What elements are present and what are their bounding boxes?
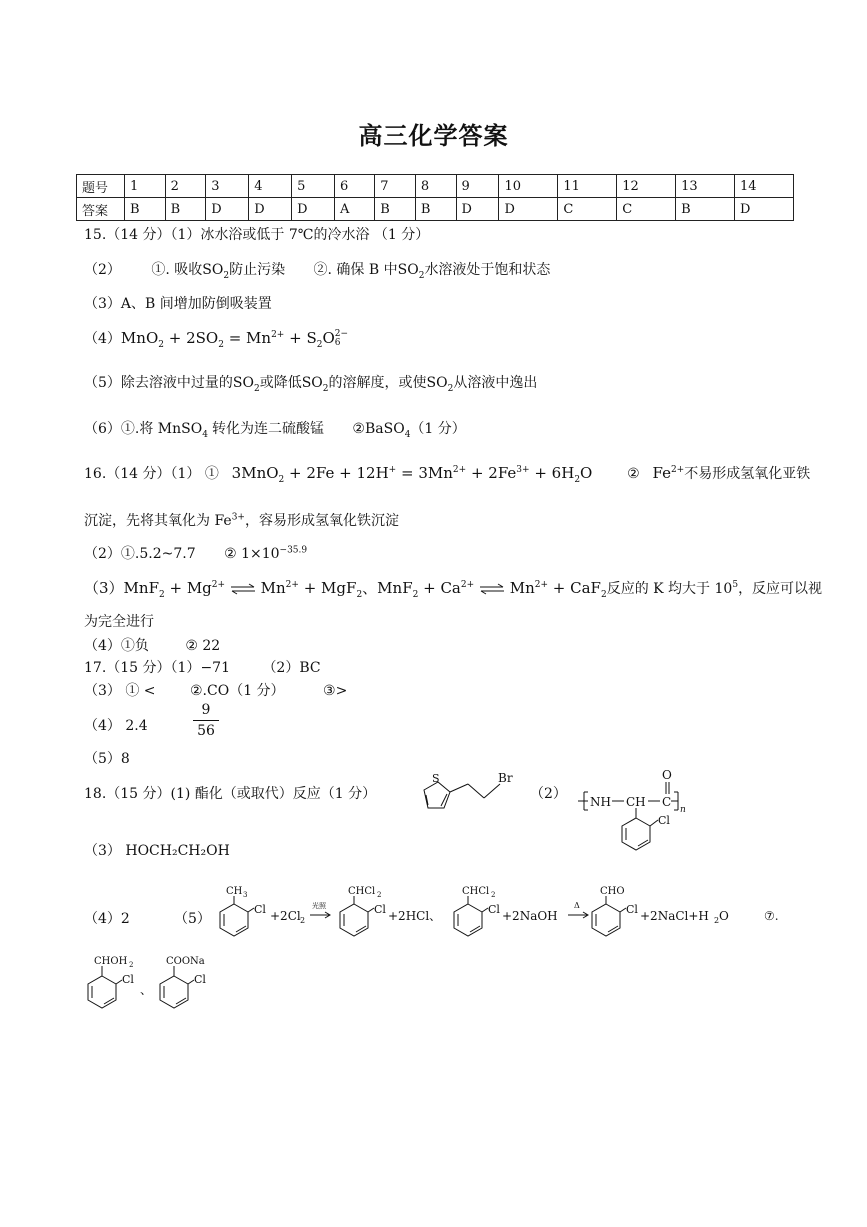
subscript-n: n [680,805,686,815]
text: （2）①.5.2~7.7 [84,546,196,562]
plus-nacl-label: +2NaCl+H [640,909,709,923]
text: + CaF [548,579,601,597]
table-cell: B [165,198,206,221]
text: ②BaSO [352,421,405,437]
page-title: 高三化学答案 [358,121,509,150]
text: （5）除去溶液中过量的SO [84,375,254,391]
q18-line-3b: （5） [174,911,211,927]
text: + S [284,329,317,347]
heat-condition-label: Δ [574,901,580,910]
text: ②. 确保 B 中SO [313,262,419,278]
table-cell: D [249,198,292,221]
chlorine-label: Cl [254,903,266,916]
text: （1 分） [410,421,466,437]
text: ，容易形成氢氧化铁沉淀 [244,513,399,529]
text: （6）①.将 MnSO [84,421,203,437]
text: 从溶液中逸出 [453,375,538,391]
ch3-subscript: 3 [243,891,248,899]
table-cell: D [292,198,335,221]
q15-line-5: （5）除去溶液中过量的$SO_2$或降低$SO_2$的溶解度，或使$SO_2$从溶液中逸出 [84,375,538,394]
text: + MgF [298,579,357,597]
text: −71 [200,660,230,676]
text: Fe [652,464,671,482]
table-cell: 11 [558,175,617,198]
text: + 2Fe [466,464,517,482]
chlorine-label: Cl [194,973,206,986]
text: O [322,329,335,347]
q16-line-4: $(3)MnF_2 + Mg^{2+}$ $Mn^{2+} + MgF_2$、$MnF_2 + Ca^{2+}$ $Mn^{2+} + CaF_2$反应的 K 均大于 $10^5$，反应可以视 [84,579,823,600]
equilibrium-arrow-icon [479,583,505,595]
q16-line-1: 16.（14 分）（1） ① $3MnO_2 + 2Fe + 12H^+ = 3Mn^{2+} + 2Fe^{3+} + 6H_2O$ ② $Fe^{2+}$不易形成氢氧化亚铁 [84,464,811,485]
table-cell: B [375,198,416,221]
sulfur-label: S [432,772,440,785]
text: = Mn [223,329,272,347]
fraction-denominator: 56 [197,723,215,739]
table-cell: 3 [206,175,249,198]
table-cell: D [735,198,794,221]
q16-line-2: 沉淀，先将其氧化为 $Fe^{3+}$，容易形成氢氧化铁沉淀 [84,512,399,529]
table-cell: 6 [335,175,375,198]
text: 的溶解度，或使SO [328,375,448,391]
q17-line-1 [84,657,321,677]
text: （2）BC [262,660,321,676]
text: 不易形成氢氧化亚铁 [684,466,811,482]
text: （3）MnF [84,579,159,597]
h2o-oxygen: O [719,909,729,923]
choh2-label: CHOH [94,956,128,967]
table-row [77,175,794,198]
table-cell: 2 [165,175,206,198]
oxygen-label: O [662,768,672,782]
table-cell: A [335,198,375,221]
text: 17.（15 分）（1） [84,660,201,676]
text: + Ca [418,579,461,597]
answer-7-structures [80,950,240,1014]
text: ③> [323,683,348,699]
text: 、MnF [362,579,413,597]
table-cell: B [676,198,735,221]
ch3-label: CH [226,886,243,897]
text: （2） [84,262,121,278]
fraction [193,702,219,739]
table-cell: B [125,198,166,221]
table-header-cell: 答案 [77,198,125,221]
q18-line-3a: （4）2 [84,911,130,927]
chcl2-subscript: 2 [491,891,496,899]
cho-label: CHO [600,886,625,897]
q17-line-3: （4） 2.4 [84,718,148,734]
table-cell: 9 [456,175,499,198]
text: 转化为连二硫酸锰 [211,421,324,437]
table-cell: 8 [415,175,456,198]
choh2-subscript: 2 [129,961,134,969]
plus-hcl-label: +2HCl、 [388,909,442,923]
cl2-subscript: 2 [300,916,306,925]
q15-line-2: （2） ①. 吸收$SO_2$防止污染 ②. 确保 B 中$SO_2$水溶液处于饱和状态 [84,262,551,281]
chcl2-label: CHCl [348,886,376,897]
light-condition-label: 光照 [312,902,326,910]
ch-label: CH [626,795,646,809]
part7-label: ⑦. [764,909,779,923]
table-cell: 10 [499,175,558,198]
text: 反应的 K 均大于 10 [606,581,733,597]
q15-line-4: $(4)MnO_2 + 2SO_2 = Mn^{2+} + S_2O$ 2− 6 [84,329,349,350]
text: Mn [509,579,535,597]
plus-cl2-label: +2Cl [270,909,301,923]
coona-label: COONa [166,956,205,967]
q18-line-2: （3） HOCH₂CH₂OH [84,843,230,859]
chlorine-label: Cl [488,903,500,916]
text: + 2SO [163,329,219,347]
table-cell: 13 [676,175,735,198]
separator: 、 [140,983,153,997]
table-cell: 5 [292,175,335,198]
text: ①. 吸收SO [151,262,224,278]
text: 16.（14 分）（1） ① [84,466,219,482]
text: −35.9 [279,545,308,556]
chlorine-label: Cl [374,903,386,916]
text: ② [627,466,640,482]
text: ② 1×10 [224,546,280,562]
text: 或降低SO [259,375,323,391]
text: = 3Mn [396,464,453,482]
text: 3MnO [231,464,279,482]
c-label: C [662,795,672,809]
text: 防止污染 [229,262,286,278]
table-cell: 7 [375,175,416,198]
fraction-numerator: 9 [201,702,211,718]
q16-line-3 [84,543,307,563]
table-header-cell: 题号 [77,175,125,198]
table-cell: B [415,198,456,221]
text: （4）①负 [84,638,149,654]
text: （3） ① < [84,683,156,699]
thiophene-bromide-structure [410,768,520,818]
text: ，反应可以视 [738,581,823,597]
q18-part2-label: （2） [530,786,567,802]
text: ②.CO（1 分） [190,683,285,699]
answer-table [76,174,794,221]
h2o-subscript: 2 [714,916,720,925]
chcl2-label: CHCl [462,886,490,897]
q17-line-4: （5）8 [84,751,130,767]
q15-line-6: （6）①.将 MnSO$_4$ 转化为连二硫酸锰 ②BaSO$_4$（1 分） [84,421,466,440]
text: MnO [120,329,159,347]
q15-line-1: 15.（14 分）（1）冰水浴或低于 7℃的冷水浴 （1 分） [84,227,430,243]
q16-line-5: 为完全进行 [84,614,154,630]
q15-line-3: （3）A、B 间增加防倒吸装置 [84,296,272,312]
table-cell: C [617,198,676,221]
table-cell: 1 [125,175,166,198]
chlorine-label: Cl [122,973,134,986]
table-cell: C [558,198,617,221]
nh-label: NH [590,795,611,809]
q17-line-2 [84,680,347,700]
text: + 6H [529,464,575,482]
text: ② 22 [185,638,221,654]
polymer-structure [578,766,708,858]
table-cell: D [456,198,499,221]
table-cell: 14 [735,175,794,198]
plus-naoh-label: +2NaOH [502,909,558,923]
q18-line-1: 18.（15 分）(1) 酯化（或取代）反应（1 分） [84,786,377,802]
table-cell: D [499,198,558,221]
text: 水溶液处于饱和状态 [424,262,551,278]
text: （4） [84,331,121,347]
text: 沉淀，先将其氧化为 Fe [84,513,232,529]
q16-line-6 [84,635,220,655]
equilibrium-arrow-icon [230,583,256,595]
text: O [580,464,593,482]
chcl2-subscript: 2 [377,891,382,899]
table-cell: D [206,198,249,221]
text: + Mg [164,579,212,597]
bromine-label: Br [498,771,513,785]
table-cell: 4 [249,175,292,198]
chlorine-label: Cl [626,903,638,916]
text: Mn [260,579,286,597]
table-row [77,198,794,221]
text: + 2Fe + 12H [284,464,389,482]
table-cell: 12 [617,175,676,198]
chlorine-label: Cl [658,814,670,827]
reaction-scheme [212,882,792,942]
